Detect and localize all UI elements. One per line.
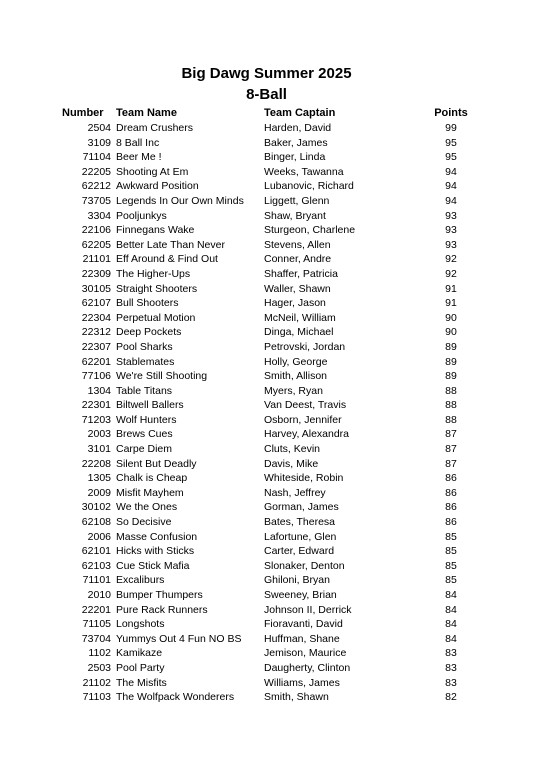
table-row (0, 267, 533, 282)
team-number: 71101 (82, 574, 111, 587)
team-number: 22304 (81, 311, 111, 324)
team-points: 83 (445, 661, 457, 674)
team-name: Bull Shooters (116, 297, 179, 310)
team-name: Perpetual Motion (116, 311, 196, 324)
team-captain: Smith, Shawn (264, 691, 329, 704)
team-number: 62205 (81, 238, 111, 251)
table-row (0, 209, 533, 224)
team-points: 84 (445, 603, 457, 616)
table-row (0, 690, 533, 705)
team-captain: Davis, Mike (264, 457, 319, 470)
team-number: 22301 (81, 399, 111, 412)
table-row (0, 238, 533, 253)
table-row (0, 179, 533, 194)
team-captain: Conner, Andre (264, 253, 332, 266)
team-captain: McNeil, William (264, 311, 336, 324)
team-name: The Misfits (116, 676, 167, 689)
page-title: Big Dawg Summer 2025 (181, 65, 352, 82)
table-row (0, 559, 533, 574)
team-number: 3304 (87, 209, 111, 222)
table-row (0, 661, 533, 676)
table-row (0, 369, 533, 384)
team-points: 88 (445, 399, 457, 412)
team-name: We the Ones (116, 501, 178, 514)
team-captain: Carter, Edward (264, 545, 335, 558)
team-captain: Daugherty, Clinton (264, 661, 351, 674)
team-name: Better Late Than Never (116, 238, 225, 251)
team-name: Awkward Position (116, 180, 199, 193)
table-row (0, 282, 533, 297)
header-team-captain: Team Captain (264, 107, 336, 119)
team-points: 95 (445, 136, 457, 149)
header-team-name: Team Name (116, 107, 177, 119)
team-number: 22312 (81, 326, 111, 339)
team-points: 94 (445, 180, 457, 193)
table-row (0, 325, 533, 340)
team-name: Legends In Our Own Minds (116, 194, 244, 207)
team-captain: Ghiloni, Bryan (264, 574, 330, 587)
team-captain: Harden, David (264, 122, 332, 134)
team-name: Shooting At Em (116, 165, 189, 178)
team-name: Pooljunkys (116, 209, 167, 222)
team-captain: Huffman, Shane (264, 632, 340, 645)
team-name: We're Still Shooting (116, 370, 208, 383)
table-row (0, 486, 533, 501)
table-row (0, 150, 533, 165)
table-row (0, 384, 533, 399)
team-number: 77106 (81, 370, 111, 383)
table-row (0, 442, 533, 457)
team-captain: Van Deest, Travis (264, 399, 347, 412)
table-row (0, 121, 533, 136)
team-captain: Stevens, Allen (264, 238, 331, 251)
team-points: 85 (445, 545, 457, 558)
table-row (0, 573, 533, 588)
table-row (0, 427, 533, 442)
team-number: 2009 (87, 486, 111, 499)
team-number: 22309 (81, 267, 111, 280)
team-captain: Fioravanti, David (264, 618, 343, 631)
team-number: 71104 (82, 151, 111, 164)
team-points: 83 (445, 647, 457, 660)
table-row (0, 252, 533, 267)
table-row (0, 457, 533, 472)
team-points: 90 (445, 311, 457, 324)
team-number: 62103 (81, 559, 111, 572)
team-points: 88 (445, 384, 457, 397)
team-name: Pure Rack Runners (116, 603, 208, 616)
team-name: Pool Sharks (116, 340, 173, 353)
team-number: 1102 (88, 647, 111, 660)
team-points: 85 (445, 574, 457, 587)
team-name: Cue Stick Mafia (116, 559, 190, 572)
team-captain: Bates, Theresa (264, 516, 336, 529)
table-row (0, 398, 533, 413)
team-captain: Weeks, Tawanna (264, 165, 344, 178)
team-name: Misfit Mayhem (116, 486, 184, 499)
table-header (0, 106, 533, 120)
team-number: 62101 (81, 545, 111, 558)
team-number: 22307 (81, 340, 111, 353)
team-name: Carpe Diem (116, 443, 173, 456)
table-row (0, 311, 533, 326)
team-number: 3109 (87, 136, 111, 149)
table-row (0, 500, 533, 515)
team-number: 71103 (82, 691, 111, 704)
team-points: 90 (445, 326, 457, 339)
table-row (0, 340, 533, 355)
team-captain: Shaffer, Patricia (264, 267, 338, 280)
team-points: 92 (445, 267, 457, 280)
team-name: Finnegans Wake (116, 224, 195, 237)
team-name: Table Titans (116, 384, 173, 397)
team-name: Excaliburs (116, 574, 165, 587)
team-points: 86 (445, 486, 457, 499)
team-name: Longshots (116, 618, 165, 631)
team-captain: Smith, Allison (264, 370, 328, 383)
team-name: Brews Cues (116, 428, 173, 441)
table-row (0, 603, 533, 618)
team-name: Dream Crushers (116, 122, 194, 134)
team-captain: Lafortune, Glen (264, 530, 337, 543)
team-captain: Whiteside, Robin (264, 472, 344, 485)
team-points: 84 (445, 589, 457, 601)
team-captain: Petrovski, Jordan (264, 340, 346, 353)
team-name: The Higher-Ups (116, 267, 191, 280)
team-name: Hicks with Sticks (116, 545, 195, 558)
table-row (0, 617, 533, 632)
team-name: Straight Shooters (116, 282, 198, 295)
table-row (0, 194, 533, 209)
team-number: 22208 (81, 457, 111, 470)
team-number: 62201 (81, 355, 111, 368)
team-name: Chalk is Cheap (116, 472, 188, 485)
team-name: 8 Ball Inc (116, 136, 160, 149)
team-name: Kamikaze (116, 647, 163, 660)
team-number: 3101 (87, 443, 111, 456)
team-name: Biltwell Ballers (116, 399, 184, 412)
team-number: 2504 (87, 122, 111, 134)
table-row (0, 136, 533, 151)
team-captain: Slonaker, Denton (264, 559, 345, 572)
table-row (0, 530, 533, 545)
table-row (0, 296, 533, 311)
table-row (0, 471, 533, 486)
team-number: 1304 (87, 384, 111, 397)
team-points: 88 (445, 413, 457, 426)
team-number: 71105 (82, 618, 111, 631)
team-name: The Wolfpack Wonderers (116, 691, 235, 704)
table-row (0, 165, 533, 180)
team-points: 91 (445, 282, 457, 295)
team-number: 62212 (81, 180, 111, 193)
team-captain: Dinga, Michael (264, 326, 334, 339)
header-points: Points (434, 107, 468, 119)
team-number: 2006 (87, 530, 111, 543)
team-captain: Shaw, Bryant (264, 209, 326, 222)
team-captain: Myers, Ryan (264, 384, 323, 397)
team-name: Silent But Deadly (116, 457, 197, 470)
team-number: 73704 (81, 632, 111, 645)
team-points: 86 (445, 516, 457, 529)
team-number: 1305 (87, 472, 111, 485)
team-captain: Williams, James (264, 676, 340, 689)
team-captain: Gorman, James (264, 501, 339, 514)
team-points: 83 (445, 676, 457, 689)
team-points: 94 (445, 165, 457, 178)
team-name: Stablemates (116, 355, 175, 368)
team-points: 89 (445, 340, 457, 353)
team-captain: Johnson II, Derrick (264, 603, 352, 616)
team-number: 62108 (81, 516, 111, 529)
standings-table (0, 121, 533, 705)
table-row (0, 588, 533, 603)
team-captain: Holly, George (264, 355, 328, 368)
table-row (0, 515, 533, 530)
table-row (0, 544, 533, 559)
team-points: 87 (445, 428, 457, 441)
team-number: 21101 (82, 253, 111, 266)
team-name: Pool Party (116, 661, 165, 674)
table-row (0, 632, 533, 647)
team-captain: Cluts, Kevin (264, 443, 321, 456)
header-number: Number (62, 107, 104, 119)
team-name: Eff Around & Find Out (116, 253, 218, 266)
team-number: 22106 (81, 224, 111, 237)
team-number: 21102 (82, 676, 111, 689)
team-captain: Jemison, Maurice (264, 647, 347, 660)
team-points: 82 (445, 691, 457, 704)
team-captain: Binger, Linda (264, 151, 326, 164)
table-row (0, 223, 533, 238)
team-number: 62107 (81, 297, 111, 310)
team-name: Deep Pockets (116, 326, 182, 339)
team-points: 93 (445, 209, 457, 222)
team-points: 86 (445, 472, 457, 485)
team-name: Beer Me ! (116, 151, 162, 164)
team-number: 22205 (81, 165, 111, 178)
team-captain: Lubanovic, Richard (264, 180, 354, 193)
team-points: 89 (445, 355, 457, 368)
team-number: 2003 (87, 428, 111, 441)
team-number: 30105 (81, 282, 111, 295)
table-row (0, 676, 533, 691)
team-captain: Sweeney, Brian (264, 589, 337, 601)
team-points: 84 (445, 632, 457, 645)
team-points: 86 (445, 501, 457, 514)
team-points: 85 (445, 530, 457, 543)
team-captain: Hager, Jason (264, 297, 326, 310)
team-number: 2503 (87, 661, 111, 674)
team-number: 30102 (81, 501, 111, 514)
page-subtitle: 8-Ball (246, 86, 287, 103)
table-row (0, 646, 533, 661)
team-name: Yummys Out 4 Fun NO BS (116, 632, 242, 645)
team-captain: Harvey, Alexandra (264, 428, 350, 441)
team-points: 95 (445, 151, 457, 164)
team-captain: Osborn, Jennifer (264, 413, 342, 426)
team-points: 85 (445, 559, 457, 572)
team-name: Masse Confusion (116, 530, 198, 543)
table-row (0, 355, 533, 370)
team-captain: Waller, Shawn (264, 282, 331, 295)
team-points: 87 (445, 443, 457, 456)
team-points: 93 (445, 224, 457, 237)
table-row (0, 413, 533, 428)
team-number: 2010 (87, 589, 111, 601)
team-points: 92 (445, 253, 457, 266)
team-number: 22201 (81, 603, 111, 616)
team-points: 87 (445, 457, 457, 470)
team-name: Bumper Thumpers (116, 589, 203, 601)
team-number: 71203 (81, 413, 111, 426)
team-captain: Liggett, Glenn (264, 194, 330, 207)
team-points: 93 (445, 238, 457, 251)
team-points: 94 (445, 194, 457, 207)
team-number: 73705 (81, 194, 111, 207)
team-captain: Sturgeon, Charlene (264, 224, 356, 237)
team-points: 84 (445, 618, 457, 631)
team-captain: Baker, James (264, 136, 328, 149)
team-captain: Nash, Jeffrey (264, 486, 326, 499)
team-name: So Decisive (116, 516, 172, 529)
team-points: 99 (445, 122, 457, 134)
team-points: 89 (445, 370, 457, 383)
team-points: 91 (445, 297, 457, 310)
team-name: Wolf Hunters (116, 413, 177, 426)
